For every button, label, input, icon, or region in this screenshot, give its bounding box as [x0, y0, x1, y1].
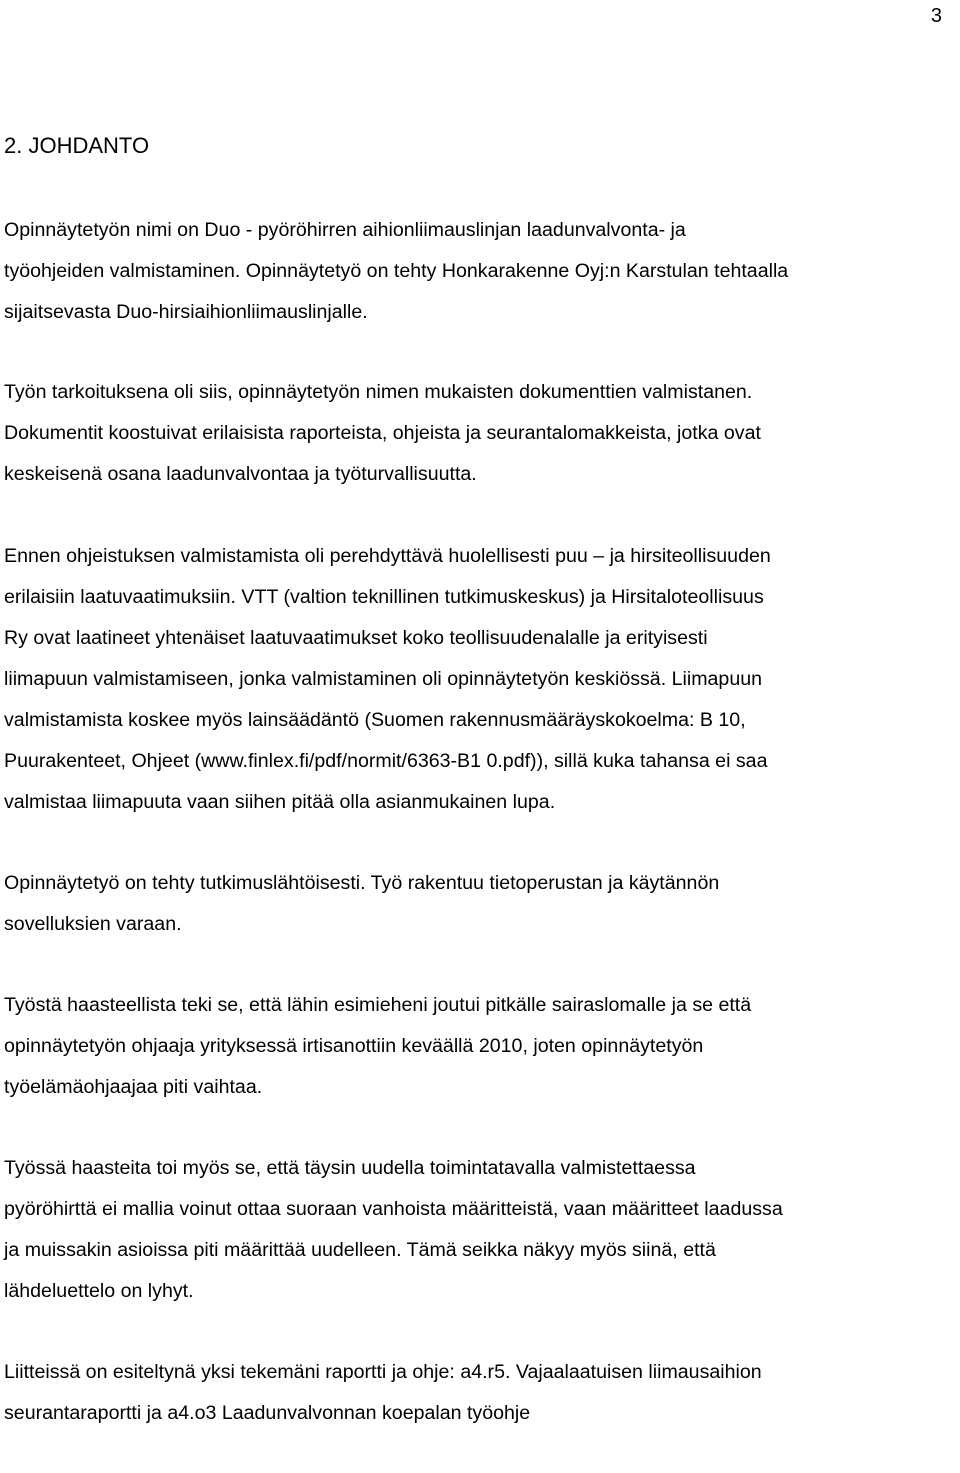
text-line: Puurakenteet, Ohjeet (www.finlex.fi/pdf/normit/6363-B1 0.pdf)), sillä kuka tahansa ei saa [4, 750, 768, 772]
text-line: Työssä haasteita toi myös se, että täysin uudella toimintatavalla valmistettaessa [4, 1157, 696, 1179]
text-line: sijaitsevasta Duo-hirsiaihionliimauslinjalle. [4, 301, 368, 323]
text-line: valmistaa liimapuuta vaan siihen pitää olla asianmukainen lupa. [4, 791, 556, 813]
chapter-heading: 2. JOHDANTO [4, 133, 150, 158]
paragraph-quality-requirements [4, 536, 954, 823]
paragraph-appendices [4, 1352, 954, 1434]
text-line: opinnäytetyön ohjaaja yrityksessä irtisanottiin keväällä 2010, joten opinnäytetyön [4, 1035, 704, 1057]
text-line: sovelluksien varaan. [4, 913, 182, 935]
text-line: Opinnäytetyön nimi on Duo - pyöröhirren aihionliimauslinjan laadunvalvonta- ja [4, 219, 686, 241]
text-line: työelämäohjaajaa piti vaihtaa. [4, 1076, 263, 1098]
text-line: työohjeiden valmistaminen. Opinnäytetyö on tehty Honkarakenne Oyj:n Karstulan tehtaalla [4, 260, 789, 282]
text-line: Työn tarkoituksena oli siis, opinnäytetyön nimen mukaisten dokumenttien valmistanen. [4, 381, 753, 403]
text-line: liimapuun valmistamiseen, jonka valmistaminen oli opinnäytetyön keskiössä. Liimapuun [4, 668, 763, 690]
text-line: Dokumentit koostuivat erilaisista raporteista, ohjeista ja seurantalomakkeista, jotka ovat [4, 422, 761, 444]
text-line: Työstä haasteellista teki se, että lähin esimieheni joutui pitkälle sairaslomalle ja se että [4, 994, 752, 1016]
text-line: ja muissakin asioissa piti määrittää uudelleen. Tämä seikka näkyy myös siinä, että [4, 1239, 716, 1261]
text-line: Ry ovat laatineet yhtenäiset laatuvaatimukset koko teollisuudenalalle ja erityisesti [4, 627, 708, 649]
paragraph-intro [4, 210, 954, 333]
text-line: erilaisiin laatuvaatimuksiin. VTT (valtion teknillinen tutkimuskeskus) ja Hirsitaloteollisuus [4, 586, 764, 608]
text-line: valmistamista koskee myös lainsäädäntö (Suomen rakennusmääräyskokoelma: B 10, [4, 709, 746, 731]
paragraph-challenges [4, 985, 954, 1108]
text-line: Liitteissä on esiteltynä yksi tekemäni raportti ja ohje: a4.r5. Vajaalaatuisen liimausaihion [4, 1361, 762, 1383]
document-body [4, 126, 954, 1473]
paragraph-new-method-challenges [4, 1148, 954, 1312]
text-line: Ennen ohjeistuksen valmistamista oli perehdyttävä huolellisesti puu – ja hirsiteollisuuden [4, 545, 771, 567]
paragraph-purpose [4, 372, 954, 495]
text-line: lähdeluettelo on lyhyt. [4, 1280, 194, 1302]
text-line: keskeisenä osana laadunvalvontaa ja työturvallisuutta. [4, 463, 477, 485]
page-number: 3 [930, 5, 942, 27]
paragraph-method [4, 863, 954, 945]
text-line: seurantaraportti ja a4.o3 Laadunvalvonnan koepalan työohje [4, 1402, 531, 1424]
text-line: Opinnäytetyö on tehty tutkimuslähtöisesti. Työ rakentuu tietoperustan ja käytännön [4, 872, 720, 894]
text-line: pyöröhirttä ei mallia voinut ottaa suoraan vanhoista määritteistä, vaan määritteet laadussa [4, 1198, 783, 1220]
